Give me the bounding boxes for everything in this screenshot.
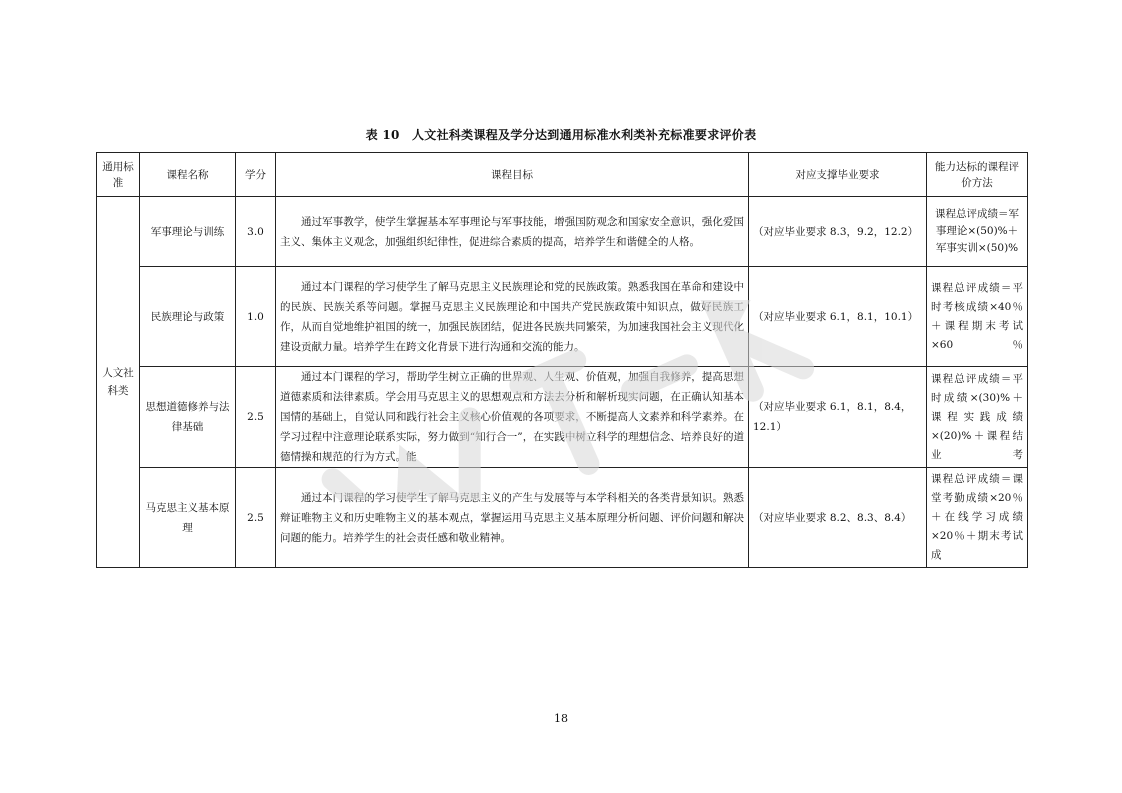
goal-cell [276,468,749,568]
credit-cell: 3.0 [236,197,276,267]
course-name-cell: 民族理论与政策 [140,267,236,367]
goal-text: 通过本门课程的学习，帮助学生树立正确的世界观、人生观、价值观，加强自我修养，提高思想道德素质和法律素质。学会用马克思主义的思想观点和方法去分析和解析现实问题，在正确认知基本国情的基础上，自觉认同和践行社会主义核心价值观的各项要求，不断提高人文素养和科学素养。在学习过程中注意理论联系实际，努力做到“知行合一”，在实践中树立科学的理想信念、培养良好的道德情操和规范的行为方式。能 [280,371,744,463]
header-course-name: 课程名称 [140,153,236,197]
goal-cell [276,197,749,267]
evaluation-text: 课程总评成绩＝平时考核成绩×40％＋课程期末考试×60％ [931,281,1023,351]
header-evaluation: 能力达标的课程评价方法 [927,153,1028,197]
category-cell: 人文社科类 [97,197,140,568]
course-name-cell: 军事理论与训练 [140,197,236,267]
goal-cell [276,267,749,367]
goal-text: 通过军事教学，使学生掌握基本军事理论与军事技能，增强国防观念和国家安全意识，强化爱国主义、集体主义观念，加强组织纪律性，促进综合素质的提高，培养学生和谐健全的人格。 [280,215,744,248]
requirement-cell: （对应毕业要求 8.3，9.2，12.2） [749,197,927,267]
header-standard: 通用标准 [97,153,140,197]
table-row [97,367,1028,468]
requirement-cell: （对应毕业要求 8.2、8.3、8.4） [749,468,927,568]
goal-text: 通过本门课程的学习使学生了解马克思主义的产生与发展等与本学科相关的各类背景知识。熟悉辩证唯物主义和历史唯物主义的基本观点，掌握运用马克思主义基本原理分析问题、评价问题和解决问题的能力。培养学生的社会责任感和敬业精神。 [280,491,744,544]
table-row [97,267,1028,367]
table-row [97,197,1028,267]
header-goal: 课程目标 [276,153,749,197]
evaluation-cell [927,367,1028,468]
evaluation-cell [927,197,1028,267]
table-caption: 表 10 人文社科类课程及学分达到通用标准水利类补充标准要求评价表 [365,128,757,142]
evaluation-text: 课程总评成绩＝军事理论×(50)%＋军事实训×(50)% [935,208,1019,254]
evaluation-text: 课程总评成绩＝平时成绩×(30)%＋课程实践成绩×(20)%＋课程结业考 [931,372,1023,461]
evaluation-cell [927,468,1028,568]
header-requirement: 对应支撑毕业要求 [749,153,927,197]
credit-cell: 2.5 [236,468,276,568]
header-row [97,153,1028,197]
goal-cell [276,367,749,468]
requirement-cell: （对应毕业要求 6.1，8.1，8.4，12.1） [749,367,927,468]
goal-text: 通过本门课程的学习使学生了解马克思主义民族理论和党的民族政策。熟悉我国在革命和建设中的民族、民族关系等问题。掌握马克思主义民族理论和中国共产党民族政策中知识点，做好民族工作，从而自觉地维护祖国的统一，加强民族团结，促进各民族共同繁荣，为加速我国社会主义现代化建设贡献力量。培养学生在跨文化背景下进行沟通和交流的能力。 [280,280,744,353]
requirement-cell: （对应毕业要求 6.1，8.1，10.1） [749,267,927,367]
credit-cell: 1.0 [236,267,276,367]
page-number: 18 [554,712,568,725]
header-credit: 学分 [236,153,276,197]
credit-cell: 2.5 [236,367,276,468]
course-name-cell: 马克思主义基本原理 [140,468,236,568]
table-row [97,468,1028,568]
evaluation-table [96,152,1028,568]
evaluation-cell [927,267,1028,367]
evaluation-text: 课程总评成绩＝课堂考勤成绩×20％＋在线学习成绩×20％＋期末考试成 [931,473,1023,561]
course-name-cell: 思想道德修养与法律基础 [140,367,236,468]
